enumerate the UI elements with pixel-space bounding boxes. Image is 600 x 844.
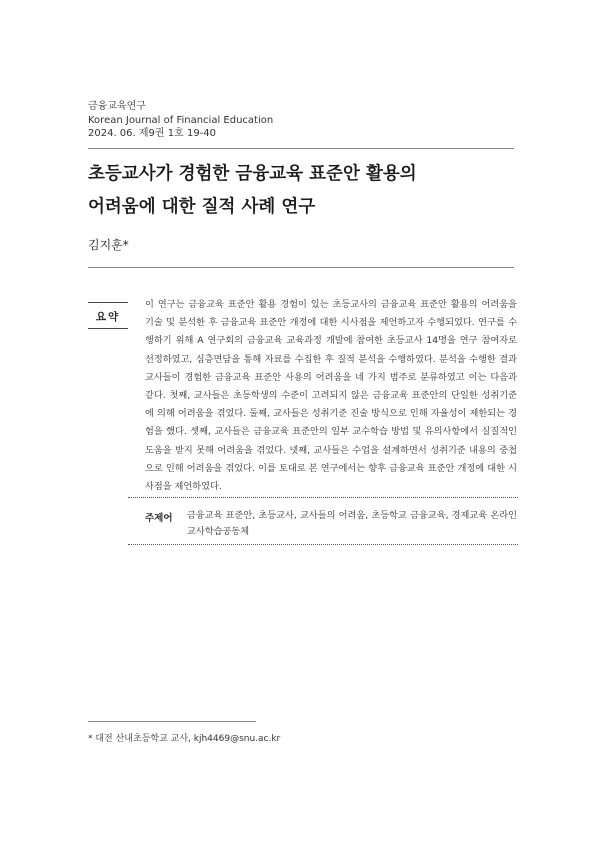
header-rule [88,148,514,149]
keywords-label: 주제어 [145,513,173,524]
keywords-bottom-divider [128,544,518,545]
author-name: 김지훈* [88,238,129,252]
journal-issue: 2024. 06. 제9권 1호 19-40 [88,128,217,139]
keywords-top-divider [128,497,518,498]
journal-name-ko: 금융교육연구 [88,101,146,112]
keywords-text: 금융교육 표준안, 초등교사, 교사들의 어려움, 초등학교 금융교육, 경제교육 온라인 교사학습공동체 [187,510,517,537]
title-line-1: 초등교사가 경험한 금융교육 표준안 활용의 [88,164,417,184]
abstract-label-box [88,302,128,329]
author-rule [88,267,514,268]
journal-name-en: Korean Journal of Financial Education [88,114,274,126]
title-line-2: 어려움에 대한 질적 사례 연구 [88,197,316,217]
journal-info [88,100,273,141]
abstract-text: 이 연구는 금융교육 표준안 활용 경험이 있는 초등교사의 금융교육 표준안 활용의 어려움을 기술 및 분석한 후 금융교육 표준안 개정에 대한 시사점을 제언하고자 수행되었다. 연구를 수행하기 위해 A 연구회의 금융교육 교육과정 개발에 참여한 초등교사 14명을 연구 참여자로 선정하였고, 심층면담을 통해 자료를 수집한 후 질적 분석을 수행하였다. 분석을 수행한 결과 교사들이 경험한 금융교육 표준안 사용의 어려움을 네 가지 범주로 분류하였고 이는 다음과 같다. 첫째, 교사들은 초등학생의 수준이 고려되지 않은 금융교육 표준안의 단일한 성취기준에 의해 어려움을 겪었다. 둘째, 교사들은 성취기준 진술 방식으로 인해 자율성이 제한되는 경험을 했다. 셋째, 교사들은 금융교육 표준안의 일부 교수학습 방법 및 유의사항에서 실질적인 도움을 받지 못해 어려움을 겪었다. 넷째, 교사들은 수업을 설계하면서 성취기준 내용의 중첩으로 인해 어려움을 겪었다. 이를 토대로 본 연구에서는 향후 금융교육 표준안 개정에 대한 시사점을 제언하였다. [145,299,517,493]
paper-title [88,158,518,224]
abstract-label-rule-bottom [88,328,128,329]
author-footnote: * 대전 산내초등학교 교사, kjh4469@snu.ac.kr [88,734,281,744]
abstract-label: 요약 [95,311,121,323]
footnote-rule [88,721,256,722]
